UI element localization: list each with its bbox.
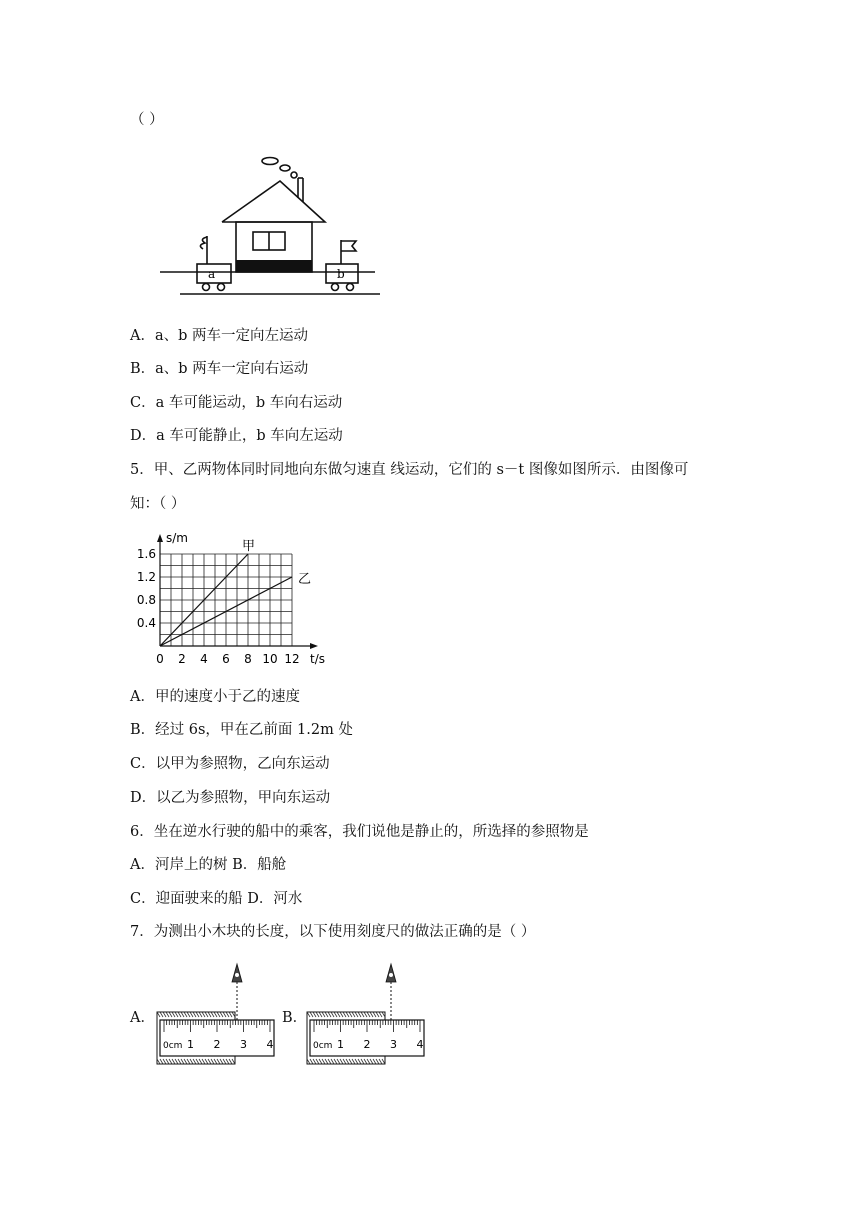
- ruler-number: 3: [390, 1038, 397, 1051]
- ruler-number: 2: [213, 1038, 221, 1051]
- chart-axes: [157, 534, 318, 649]
- ruler-figure-b: [305, 962, 430, 1072]
- car-b-label: b: [337, 267, 345, 281]
- st-chart: [130, 526, 340, 671]
- series-label: 甲: [242, 539, 256, 554]
- x-axis-arrow-icon: [310, 643, 318, 649]
- house-icon: [222, 181, 325, 222]
- x-tick-label: 4: [200, 652, 208, 666]
- x-tick-label: 6: [222, 652, 230, 666]
- y-axis-label: s/m: [166, 531, 188, 545]
- house-carts-figure: [155, 150, 385, 300]
- x-tick-label: 12: [284, 652, 300, 666]
- q6-options-line2: C．迎面驶来的船 D．河水: [130, 891, 303, 907]
- eye-pupil-icon: [389, 973, 393, 977]
- q4-option-a: A．a、b 两车一定向左运动: [130, 328, 309, 344]
- ruler-number: 1: [187, 1038, 194, 1051]
- x-tick-label: 8: [244, 652, 252, 666]
- q6-stem: 6．坐在逆水行驶的船中的乘客，我们说他是静止的，所选择的参照物是: [130, 824, 589, 840]
- ruler-number: 4: [416, 1038, 424, 1051]
- y-tick-label: 1.6: [136, 547, 156, 561]
- q4-option-b: B．a、b 两车一定向右运动: [130, 361, 309, 377]
- q7-option-a-label: A．: [130, 1010, 155, 1026]
- x-tick-label: 10: [262, 652, 278, 666]
- q4-stem-tail: （ ）: [130, 112, 164, 128]
- q4-option-c: C．a 车可能运动，b 车向右运动: [130, 395, 343, 411]
- ruler-unit-label: 0cm: [163, 1041, 183, 1051]
- q5-stem-line2: 知：（ ）: [130, 496, 186, 512]
- ruler-figure-a: [155, 962, 280, 1072]
- eye-pupil-icon: [235, 973, 239, 977]
- y-tick-label: 1.2: [136, 570, 156, 584]
- ruler-number: 3: [240, 1038, 247, 1051]
- ruler-number: 4: [266, 1038, 274, 1051]
- car-a-label: a: [208, 267, 216, 281]
- q5-option-b: B．经过 6s，甲在乙前面 1.2m 处: [130, 722, 353, 738]
- q5-option-d: D．以乙为参照物，甲向东运动: [130, 790, 331, 806]
- y-tick-label: 0.4: [136, 616, 156, 630]
- q6-options-line1: A．河岸上的树 B．船舱: [130, 857, 287, 873]
- x-tick-label: 2: [178, 652, 186, 666]
- q7-stem: 7．为测出小木块的长度，以下使用刻度尺的做法正确的是（ ）: [130, 924, 536, 940]
- q5-option-a: A．甲的速度小于乙的速度: [130, 689, 300, 705]
- ruler-number: 2: [363, 1038, 371, 1051]
- q5-option-c: C．以甲为参照物，乙向东运动: [130, 756, 330, 772]
- x-axis-label: t/s: [310, 652, 325, 666]
- ruler-number: 1: [337, 1038, 344, 1051]
- y-tick-label: 0.8: [136, 593, 156, 607]
- q4-option-d: D．a 车可能静止，b 车向左运动: [130, 428, 343, 444]
- smoke-icon: [262, 158, 278, 165]
- series-label: 乙: [298, 572, 312, 587]
- y-axis-arrow-icon: [157, 534, 163, 542]
- x-tick-label: 0: [156, 652, 164, 666]
- ruler-unit-label: 0cm: [313, 1041, 333, 1051]
- q7-option-b-label: B．: [282, 1010, 308, 1026]
- chart-grid: [160, 554, 292, 646]
- q5-stem-line1: 5．甲、乙两物体同时同地向东做匀速直 线运动，它们的 s－t 图像如图所示．由图像可: [130, 462, 689, 478]
